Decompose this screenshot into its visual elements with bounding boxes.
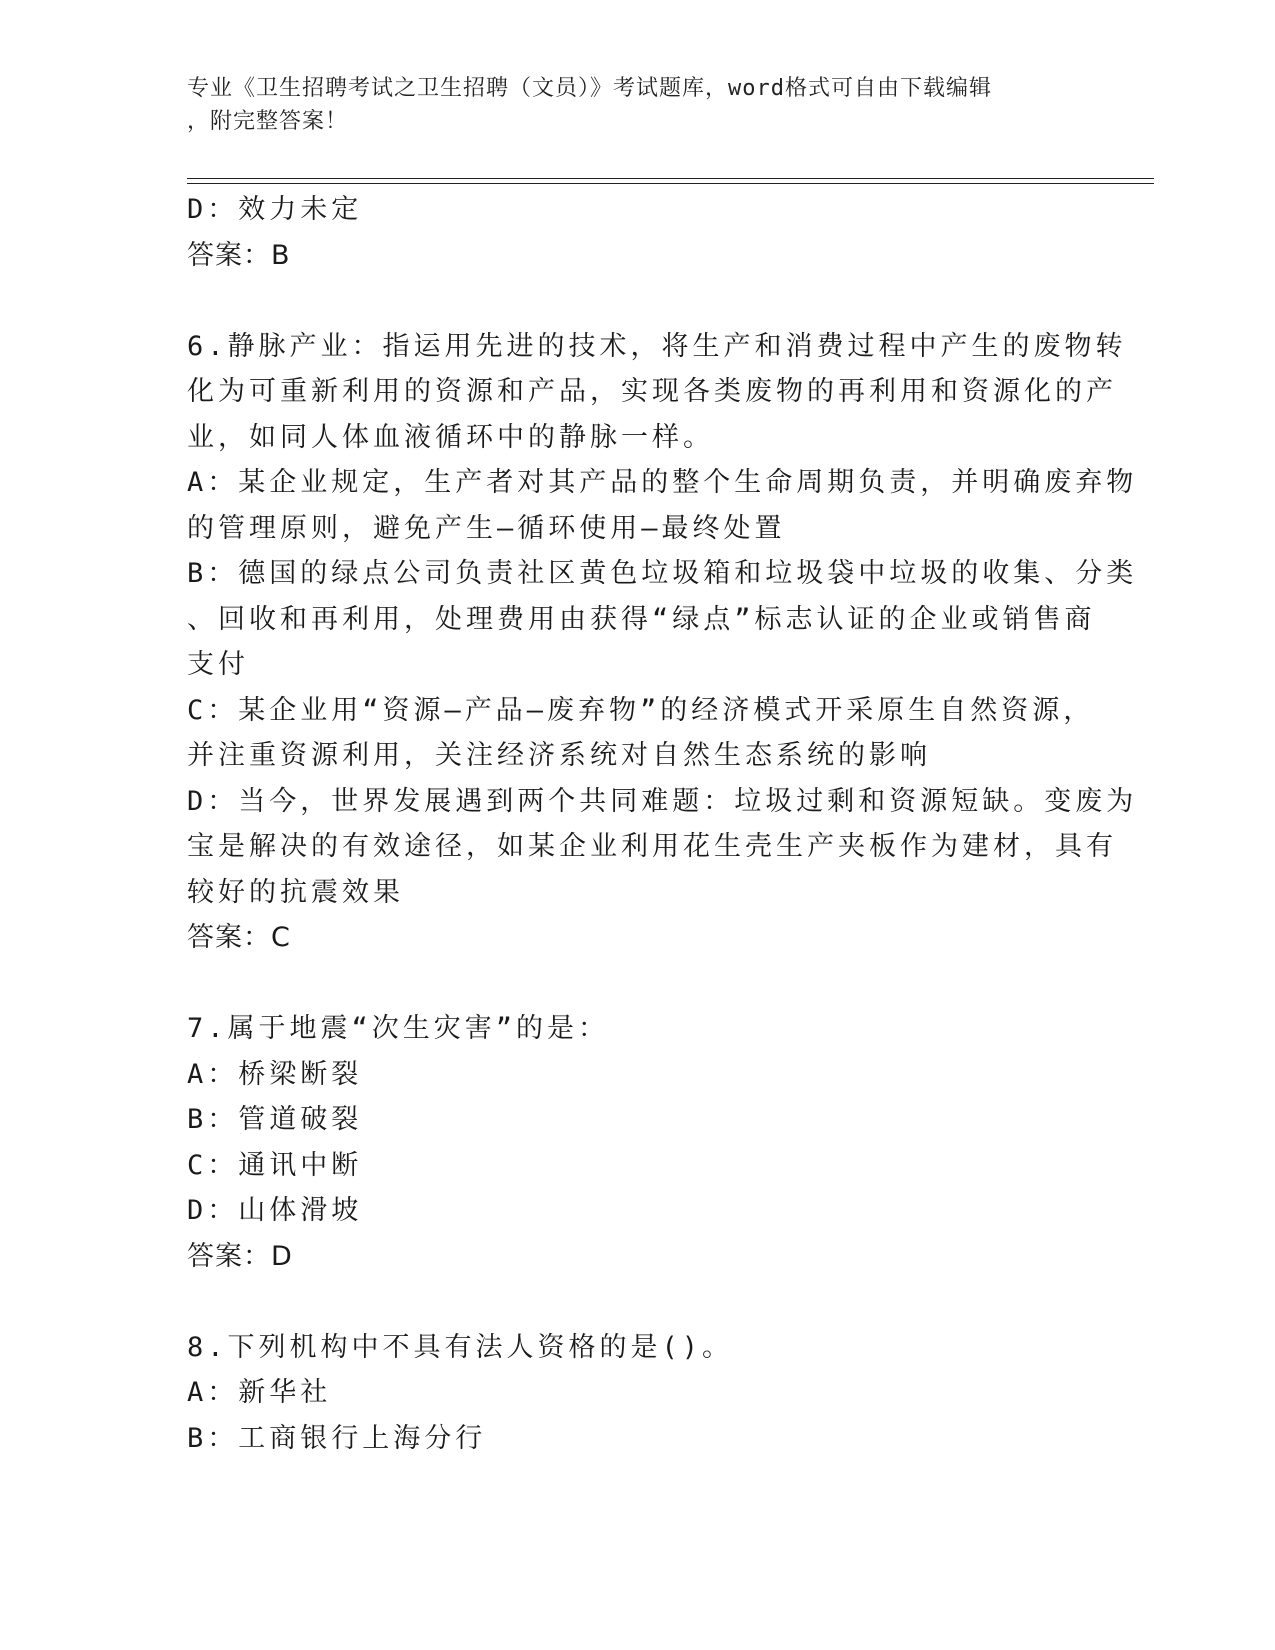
option-b-line: 支付	[187, 649, 249, 680]
option-d-line: 较好的抗震效果	[187, 876, 404, 908]
answer-line: 答案：D	[187, 1240, 293, 1272]
question-stem-line: 化为可重新利用的资源和产品，实现各类废物的再利用和资源化的产	[187, 376, 1117, 407]
header-divider-top	[187, 178, 1154, 179]
answer-line: 答案：B	[187, 239, 291, 271]
document-header	[187, 72, 1067, 138]
question-stem-line: 6.静脉产业：指运用先进的技术，将生产和消费过程中产生的废物转	[187, 330, 1127, 362]
option-a: A：桥梁断裂	[187, 1058, 363, 1090]
option-b: B：管道破裂	[187, 1104, 363, 1135]
option-d: D：山体滑坡	[187, 1195, 363, 1226]
question-stem-line: 业，如同人体血液循环中的静脉一样。	[187, 421, 714, 453]
option-b-line: 、回收和再利用，处理费用由获得“绿点”标志认证的企业或销售商	[187, 603, 1096, 635]
option-c: C：通讯中断	[187, 1149, 363, 1181]
question-5-tail	[187, 187, 1087, 278]
option-d: D：效力未定	[187, 194, 363, 225]
spacer	[187, 278, 1087, 324]
question-6	[187, 324, 1138, 961]
option-d-line: 宝是解决的有效途径，如某企业利用花生壳生产夹板作为建材，具有	[187, 831, 1117, 862]
question-7	[187, 1006, 1087, 1279]
spacer	[187, 961, 1087, 1007]
header-line-2: ，附完整答案！	[187, 109, 349, 134]
option-d-line: D：当今，世界发展遇到两个共同难题：垃圾过剩和资源短缺。变废为	[187, 785, 1138, 817]
option-a-line: 的管理原则，避免产生—循环使用—最终处置	[187, 512, 786, 544]
question-8	[187, 1325, 1087, 1462]
question-stem: 8.下列机构中不具有法人资格的是()。	[187, 1331, 734, 1363]
answer-line: 答案：C	[187, 922, 291, 953]
question-content	[187, 187, 1138, 1461]
option-b: B：工商银行上海分行	[187, 1422, 487, 1454]
option-a-line: A：某企业规定，生产者对其产品的整个生命周期负责，并明确废弃物	[187, 467, 1138, 498]
question-stem: 7.属于地震“次生灾害”的是：	[187, 1013, 610, 1044]
option-b-line: B：德国的绿点公司负责社区黄色垃圾箱和垃圾袋中垃圾的收集、分类	[187, 558, 1138, 589]
header-divider-bottom	[187, 183, 1154, 184]
option-a: A：新华社	[187, 1377, 332, 1408]
option-c-line: C：某企业用“资源—产品—废弃物”的经济模式开采原生自然资源，	[187, 694, 1095, 726]
header-line-1: 专业《卫生招聘考试之卫生招聘（文员）》考试题库，word格式可自由下载编辑	[187, 76, 992, 101]
option-c-line: 并注重资源利用，关注经济系统对自然生态系统的影响	[187, 740, 931, 771]
spacer	[187, 1279, 1087, 1325]
